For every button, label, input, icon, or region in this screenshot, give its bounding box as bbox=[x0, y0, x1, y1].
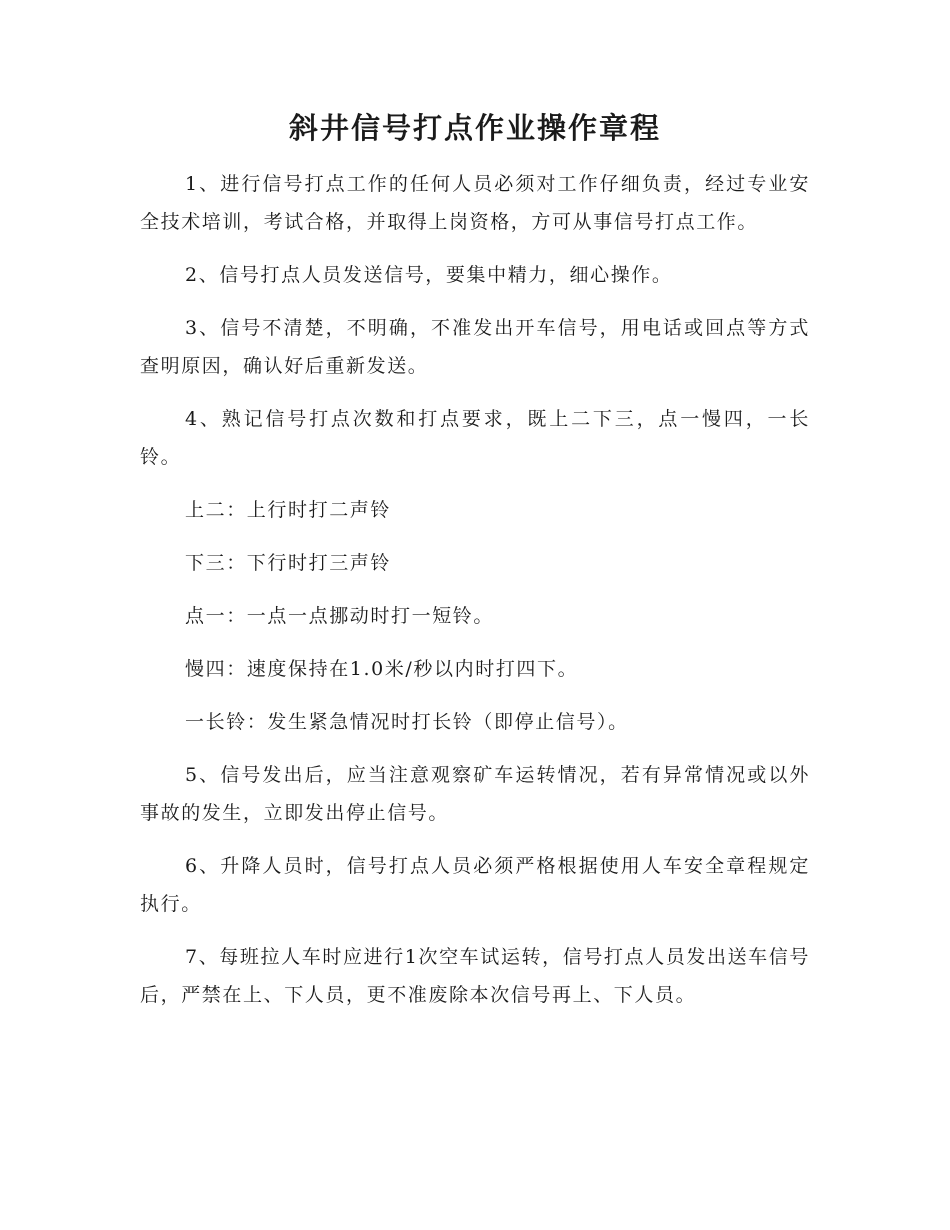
paragraph-rule-4: 4、熟记信号打点次数和打点要求，既上二下三，点一慢四，一长铃。 bbox=[140, 408, 810, 468]
paragraph-rule-2: 2、信号打点人员发送信号，要集中精力，细心操作。 bbox=[185, 264, 673, 286]
paragraph-signal-slow-four: 慢四：速度保持在1.0米/秒以内时打四下。 bbox=[185, 658, 579, 680]
paragraph-signal-up-two: 上二：上行时打二声铃 bbox=[185, 499, 392, 521]
paragraph-signal-point-one: 点一：一点一点挪动时打一短铃。 bbox=[185, 605, 495, 627]
document-body bbox=[140, 165, 810, 1029]
paragraph-rule-5: 5、信号发出后，应当注意观察矿车运转情况，若有异常情况或以外事故的发生，立即发出停止信号。 bbox=[140, 764, 810, 824]
paragraph-signal-long-bell: 一长铃：发生紧急情况时打长铃（即停止信号）。 bbox=[185, 711, 629, 733]
paragraph-signal-down-three: 下三：下行时打三声铃 bbox=[185, 552, 392, 574]
paragraph-rule-6: 6、升降人员时，信号打点人员必须严格根据使用人车安全章程规定执行。 bbox=[140, 855, 810, 915]
paragraph-rule-1: 1、进行信号打点工作的任何人员必须对工作仔细负责，经过专业安全技术培训，考试合格，并取得上岗资格，方可从事信号打点工作。 bbox=[140, 173, 810, 233]
paragraph-rule-7: 7、每班拉人车时应进行1次空车试运转，信号打点人员发出送车信号后，严禁在上、下人员，更不准废除本次信号再上、下人员。 bbox=[140, 946, 810, 1006]
document-title: 斜井信号打点作业操作章程 bbox=[288, 111, 661, 145]
paragraph-rule-3: 3、信号不清楚，不明确，不准发出开车信号，用电话或回点等方式查明原因，确认好后重新发送。 bbox=[140, 317, 810, 377]
